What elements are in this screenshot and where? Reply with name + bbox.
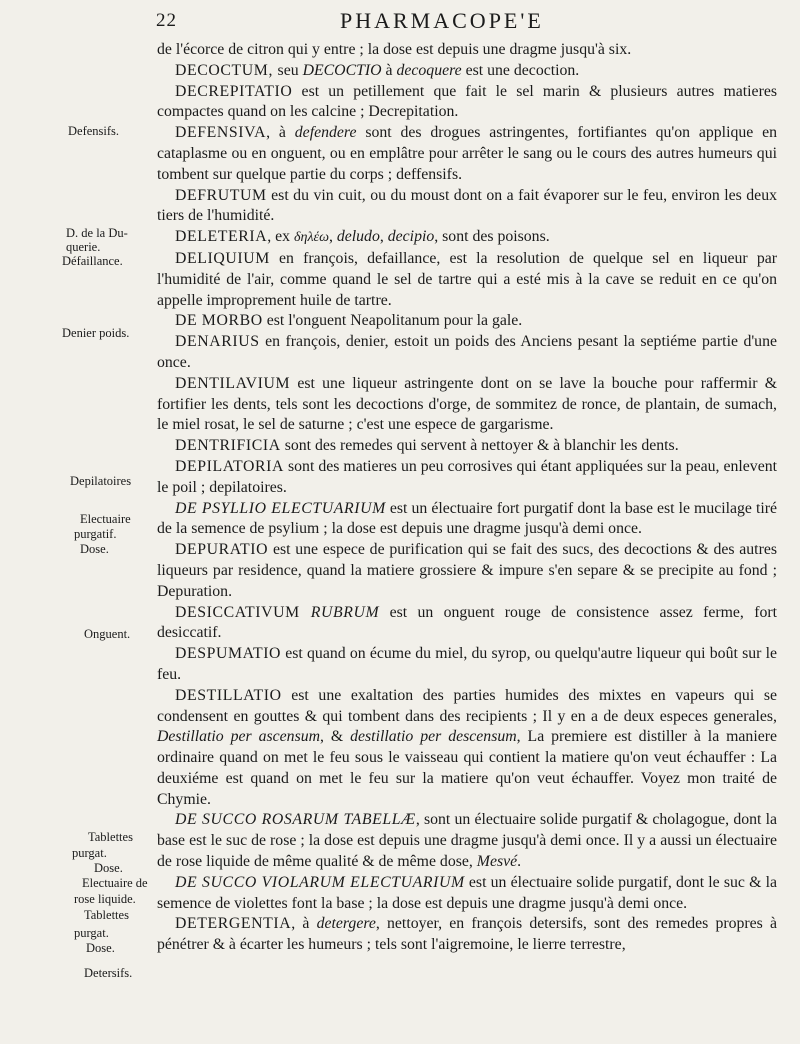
running-title: PHARMACOPE'E: [340, 8, 544, 33]
margin-purgat: purgat.: [72, 846, 107, 860]
entry-destillatio: [157, 686, 777, 811]
entry-defrutum-text: est du vin cuit, ou du moust dont on a fait évaporer sur le feu, environ les deux tiers de l'humidité.: [157, 186, 777, 225]
entry-desiccativum-headword: RUBRUM: [310, 603, 380, 621]
margin-tablettes-2: Tablettes: [84, 908, 129, 922]
entry-destillatio-text: , &: [320, 728, 351, 746]
entry-defensiva: [157, 123, 777, 185]
margin-defaillance: Défaillance.: [62, 254, 123, 268]
entry-defensiva-text: , à: [266, 124, 295, 142]
entry-destillatio-text: Destillatio per ascensum: [157, 728, 321, 746]
entry-de-morbo-headword: DE MORBO: [175, 312, 263, 330]
entry-despumatio-text: est quand on écume du miel, du syrop, ou quelqu'autre liqueur qui boût sur le feu.: [157, 645, 777, 683]
entry-decoctum-text: est une decoction.: [461, 61, 580, 79]
entry-deleteria: [157, 227, 777, 249]
page-number: 22: [156, 10, 177, 31]
entry-de-succo-rosarum-text: .: [517, 853, 522, 871]
entry-deleteria-text: , sont des poisons.: [434, 228, 550, 246]
entry-decoctum: [157, 61, 777, 82]
entry-decrepitatio-text: est un petillement que fait le sel marin & plusieurs autres matieres compactes quand on les calcine ; Decrepitation.: [157, 82, 777, 121]
entry-deleteria-text: decipio: [387, 228, 435, 246]
entry-defrutum: [157, 186, 777, 228]
entry-decrepitatio-headword: DECREPITATIO: [175, 82, 293, 100]
entry-decoctum-text: DECOCTIO: [302, 61, 382, 79]
entry-desiccativum-text: est un onguent rouge de consistence assez ferme, fort desiccatif.: [157, 603, 778, 642]
dictionary-text: [157, 40, 777, 1040]
margin-notes: [60, 0, 168, 1044]
page-header: [156, 4, 786, 38]
entry-deliquium: [157, 249, 777, 311]
margin-purgat-2: purgat.: [74, 926, 109, 940]
entry-defensiva-text: sont des drogues astringentes, fortifiantes qu'on applique en cataplasme ou en onguent, ou en emplâtre pour arrêter le sang ou le cours des autres humeurs qui tombent sur quelque partie du corps ; deffensifs.: [157, 124, 778, 183]
entry-desiccativum-headword: DESICCATIVUM: [175, 603, 311, 621]
entry-deleteria-headword: DELETERIA: [175, 228, 268, 246]
entry-denarius: [157, 332, 777, 374]
entry-defensiva-text: defendere: [294, 124, 357, 142]
entry-dentilavium: [157, 374, 777, 436]
entry-de-succo-rosarum-text: Mesvé: [476, 853, 518, 871]
entry-destillatio-headword: DESTILLATIO: [175, 686, 282, 704]
entry-de-psyllio: [157, 499, 777, 541]
entry-detergentia-text: detergere: [316, 915, 376, 933]
entry-deliquium-headword: DELIQUIUM: [175, 249, 270, 267]
entry-depilatoria-text: sont des matieres un peu corrosives qui étant appliquées sur la peau, enlevent le poil ; depilatoires.: [157, 457, 777, 496]
entry-de-morbo: [157, 311, 777, 332]
entry-desiccativum: [157, 603, 777, 645]
entry-destillatio-text: , La premiere est distiller à la maniere ordinaire quand on met le feu sous le vaisseau qui contient la matiere qu'on veut échauffer : La deuxiéme est quand on met le feu sur la matiere qu'on veut échauffer. Voyez mon traité de Chymie.: [157, 728, 777, 808]
margin-rose-liquide: rose liquide.: [74, 892, 136, 906]
entry-depuratio-headword: DEPURATIO: [175, 541, 269, 559]
entry-de-succo-violarum-text: est un électuaire solide purgatif, dont le suc & la semence de violettes font la base ; la dose est depuis une dragme jusqu'à demi once.: [157, 873, 777, 912]
entry-defensiva-headword: DEFENSIVA: [175, 124, 267, 142]
entry-detergentia: [157, 914, 777, 956]
margin-onguent: Onguent.: [84, 627, 131, 641]
entry-de-succo-violarum-headword: DE SUCCO VIOLARUM ELECTUARIUM: [175, 873, 465, 891]
entry-de-succo-rosarum-headword: DE SUCCO ROSARUM TABELLÆ: [175, 811, 416, 829]
entry-despumatio: [157, 644, 777, 686]
entry-deleteria-text: δηλέω: [294, 230, 329, 246]
entry-de-succo-violarum: [157, 873, 777, 915]
entry-detergentia-headword: DETERGENTIA: [175, 915, 292, 933]
entry-despumatio-headword: DESPUMATIO: [175, 645, 282, 663]
entry-continuation: [157, 40, 777, 61]
entry-depilatoria: [157, 457, 777, 499]
margin-detersifs: Detersifs.: [84, 966, 133, 980]
margin-dose: Dose.: [80, 542, 109, 556]
entry-defrutum-headword: DEFRUTUM: [175, 186, 267, 204]
entry-decoctum-headword: DECOCTUM,: [175, 61, 278, 79]
entry-deleteria-text: deludo: [336, 228, 380, 246]
entry-deliquium-text: en françois, defaillance, est la resolution de quelque sel en liqueur par l'humidité de l'air, comme quand le sel de tartre qui a esté mis à la cave se reduit en ce qu'on appelle improprement huile de tartre.: [157, 249, 777, 309]
margin-depilatoires: Depilatoires: [70, 474, 132, 488]
margin-electuaire-rose: Electuaire de: [82, 876, 148, 890]
margin-electuaire: Electuaire: [80, 512, 131, 526]
margin-denier: Denier poids.: [62, 326, 130, 340]
entry-denarius-headword: DENARIUS: [175, 333, 260, 351]
entry-depuratio: [157, 540, 777, 602]
entry-decoctum-text: decoquere: [396, 61, 462, 79]
margin-deliquium: D. de la Du-: [66, 226, 128, 240]
entry-deleteria-text: ,: [328, 228, 337, 246]
entry-dentilavium-headword: DENTILAVIUM: [175, 374, 291, 392]
margin-tablettes: Tablettes: [88, 830, 133, 844]
entry-decoctum-text: seu: [277, 61, 303, 79]
entry-decoctum-text: à: [381, 61, 397, 79]
entry-continuation-text: de l'écorce de citron qui y entre ; la dose est depuis une dragme jusqu'à six.: [157, 41, 632, 58]
margin-deliquium-2: querie.: [66, 240, 101, 254]
entry-detergentia-text: , nettoyer, en françois detersifs, sont des remedes propres à pénétrer & à écarter les humeurs ; tels sont l'aigremoine, le lierre terrestre,: [157, 915, 777, 954]
entry-dentrificia-headword: DENTRIFICIA: [175, 437, 281, 455]
entry-de-morbo-text: est l'onguent Neapolitanum pour la gale.: [262, 312, 523, 330]
margin-dose-3: Dose.: [86, 941, 115, 955]
entry-deleteria-text: , ex: [267, 228, 295, 246]
entry-destillatio-text: est une exaltation des parties humides des mixtes en vapeurs qui se condensent en gouttes & qui tombent dans des recipients ; Il y en a de deux especes generales,: [157, 686, 777, 725]
entry-decrepitatio: [157, 82, 777, 124]
entry-denarius-text: en françois, denier, estoit un poids des Anciens pesant la septiéme partie d'une once.: [157, 333, 777, 371]
entry-destillatio-text: destillatio per descensum: [350, 728, 517, 746]
entry-depilatoria-headword: DEPILATORIA: [175, 457, 284, 475]
entry-detergentia-text: , à: [291, 915, 317, 933]
entry-de-psyllio-headword: DE PSYLLIO ELECTUARIUM: [175, 499, 386, 517]
entry-dentrificia: [157, 436, 777, 457]
entry-deleteria-text: ,: [379, 228, 388, 246]
margin-purgatif: purgatif.: [74, 527, 117, 541]
entry-depuratio-text: est une espece de purification qui se fait des sucs, des decoctions & des autres liqueurs par residence, quand la matiere grossiere & impure s'en separe & se precipite au fond ; Depuration.: [157, 541, 777, 600]
entry-de-psyllio-text: est un électuaire fort purgatif dont la base est le mucilage tiré de la semence de psylium ; la dose est depuis une dragme jusqu'à demi once.: [157, 499, 778, 538]
entry-de-succo-rosarum-text: , sont un électuaire solide purgatif & cholagogue, dont la base est le suc de rose ; la dose est depuis une dragme jusqu'à demi once. Il y a aussi un électuaire de rose liquide de même qualité & de même dose,: [157, 811, 778, 871]
entry-de-succo-rosarum: [157, 810, 777, 872]
entry-dentilavium-text: est une liqueur astringente dont on se lave la bouche pour raffermir & fortifier les dents, tels sont les decoctions d'orge, de sommitez de ronce, de plantain, de sumach, le miel rosat, le sel de saturne ; c'est une espece de gargarisme.: [157, 374, 777, 434]
margin-dose-2: Dose.: [94, 861, 123, 875]
margin-defensifs: Defensifs.: [68, 124, 120, 138]
entry-dentrificia-text: sont des remedes qui servent à nettoyer & à blanchir les dents.: [280, 437, 679, 455]
